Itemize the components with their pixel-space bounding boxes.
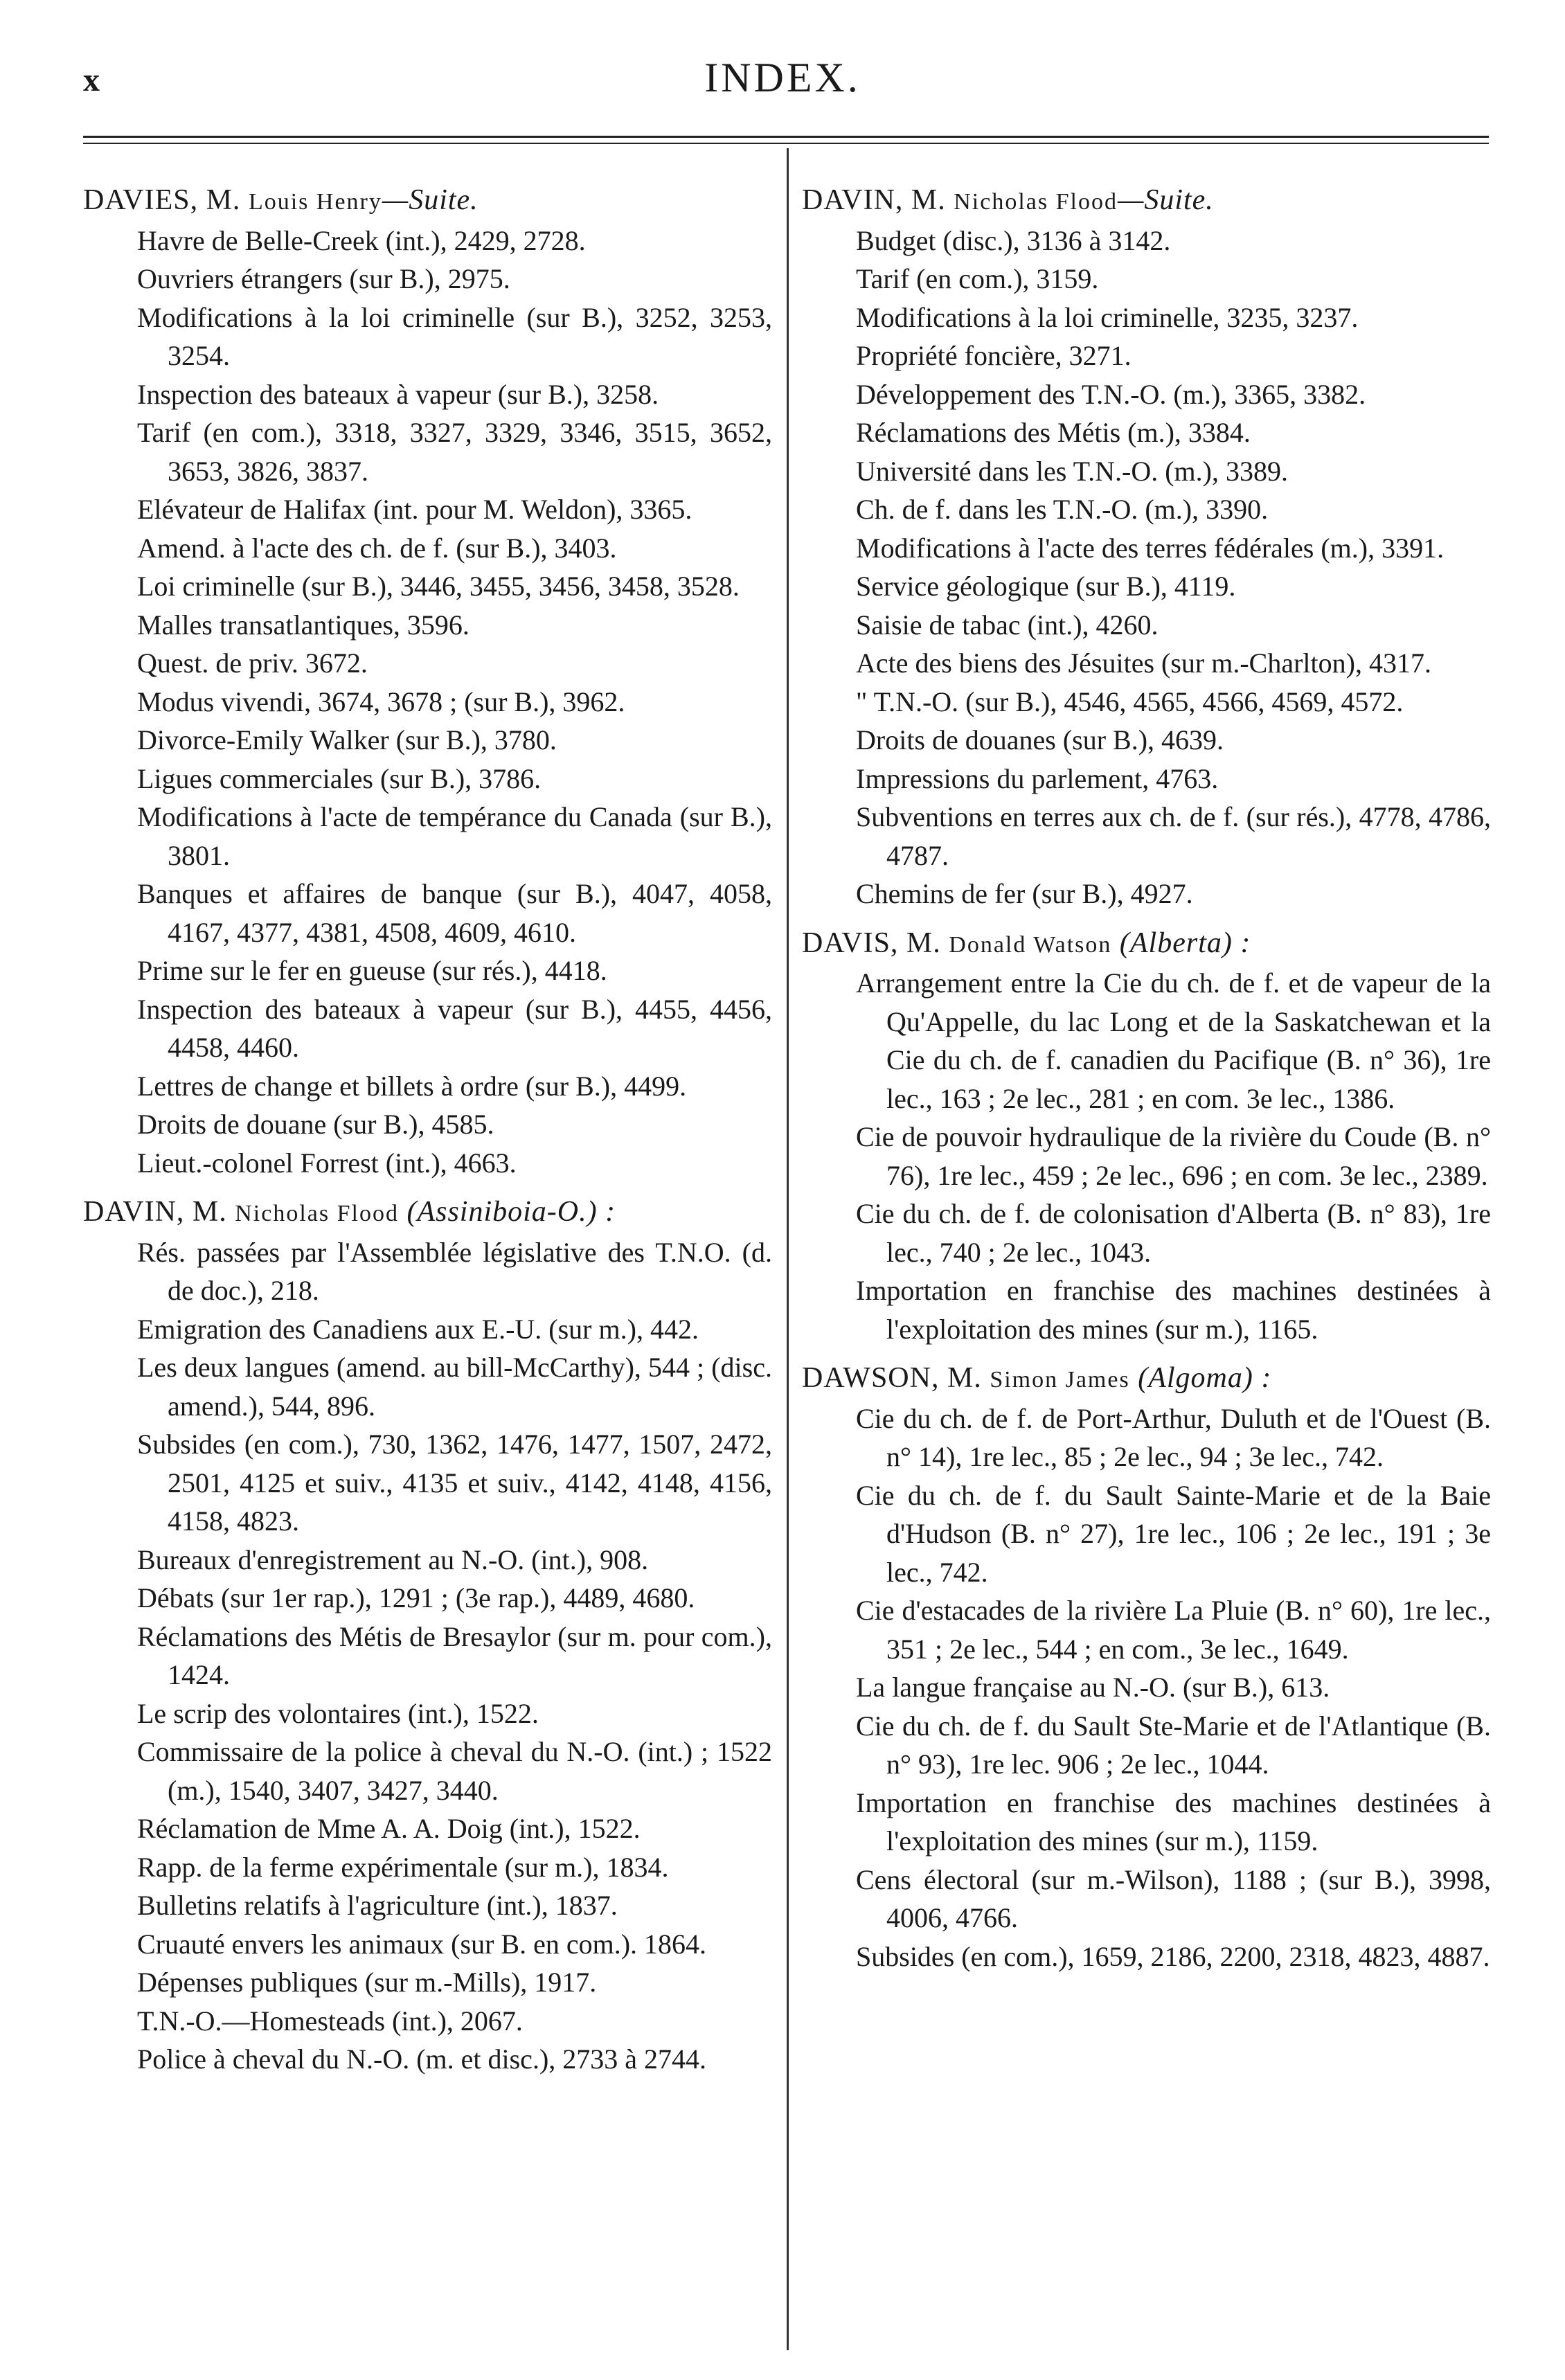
index-item: Le scrip des volontaires (int.), 1522. [137, 1697, 539, 1729]
index-item: Modifications à l'acte des terres fédérales (m.), 3391. [856, 532, 1445, 564]
entry-surname: DAWSON, M. [802, 1362, 990, 1394]
index-item: Quest. de priv. 3672. [137, 647, 368, 679]
entry-heading [802, 1359, 1491, 1399]
entry-heading [802, 924, 1491, 965]
index-item: Subsides (en com.), 730, 1362, 1476, 1477, 1507, 2472, 2501, 4125 et suiv., 4135 et suiv., 4142, 4148, 4156, 4158, 4823. [137, 1429, 772, 1537]
index-item: Cie du ch. de f. du Sault Ste-Marie et de l'Atlantique (B. n° 93), 1re lec. 906 ; 2e lec., 1044. [856, 1710, 1491, 1780]
index-item: Cie de pouvoir hydraulique de la rivière du Coude (B. n° 76), 1re lec., 459 ; 2e lec., 696 ; en com. 3e lec., 2389. [856, 1121, 1491, 1191]
index-item: Cie d'estacades de la rivière La Pluie (B. n° 60), 1re lec., 351 ; 2e lec., 544 ; en com., 3e lec., 1649. [856, 1595, 1491, 1665]
index-item: Saisie de tabac (int.), 4260. [856, 609, 1159, 641]
index-item: Réclamations des Métis de Bresaylor (sur m. pour com.), 1424. [137, 1620, 772, 1690]
index-item: Cie du ch. de f. du Sault Sainte-Marie et de la Baie d'Hudson (B. n° 27), 1re lec., 106 ; 2e lec., 191 ; 3e lec., 742. [856, 1479, 1491, 1588]
index-item: Loi criminelle (sur B.), 3446, 3455, 3456, 3458, 3528. [137, 571, 740, 602]
left-column [83, 181, 772, 2090]
index-item: Ouvriers étrangers (sur B.), 2975. [137, 263, 510, 294]
index-item: Réclamations des Métis (m.), 3384. [856, 417, 1251, 448]
entry-suffix: (Algoma) : [1129, 1362, 1272, 1394]
column-divider [787, 148, 789, 2350]
index-item: Modus vivendi, 3674, 3678 ; (sur B.), 3962. [137, 686, 625, 717]
index-item: Acte des biens des Jésuites (sur m.-Charlton), 4317. [856, 647, 1431, 679]
index-item: Prime sur le fer en gueuse (sur rés.), 4418. [137, 955, 607, 986]
index-item: Banques et affaires de banque (sur B.), 4047, 4058, 4167, 4377, 4381, 4508, 4609, 4610. [137, 878, 772, 948]
entry-given-names: Donald Watson [949, 931, 1112, 958]
index-item: Cens électoral (sur m.-Wilson), 1188 ; (sur B.), 3998, 4006, 4766. [856, 1863, 1491, 1933]
entry-given-names: Nicholas Flood [235, 1201, 399, 1226]
entry-suffix: (Alberta) : [1111, 927, 1251, 959]
index-item: Havre de Belle-Creek (int.), 2429, 2728. [137, 224, 586, 256]
index-item: Subsides (en com.), 1659, 2186, 2200, 2318, 4823, 4887. [856, 1940, 1490, 1972]
entry-surname: DAVIS, M. [802, 927, 949, 959]
index-entry [802, 924, 1491, 1349]
index-item: Droits de douane (sur B.), 4585. [137, 1109, 494, 1140]
index-item: Inspection des bateaux à vapeur (sur B.), 3258. [137, 378, 659, 410]
right-column [802, 181, 1491, 1987]
entry-suffix: —Suite. [1117, 184, 1214, 216]
entry-given-names: Nicholas Flood [954, 189, 1118, 215]
index-item: Bulletins relatifs à l'agriculture (int.), 1837. [137, 1890, 618, 1921]
index-entry [802, 181, 1491, 913]
index-item: Inspection des bateaux à vapeur (sur B.), 4455, 4456, 4458, 4460. [137, 993, 772, 1063]
index-item: Budget (disc.), 3136 à 3142. [856, 224, 1171, 256]
index-item: Rés. passées par l'Assemblée législative des T.N.O. (d. de doc.), 218. [137, 1236, 772, 1306]
index-item: Impressions du parlement, 4763. [856, 762, 1219, 794]
index-item: Tarif (en com.), 3159. [856, 263, 1099, 294]
index-item: Importation en franchise des machines destinées à l'exploitation des mines (sur m.), 1165. [856, 1275, 1491, 1345]
page-header [0, 0, 1565, 145]
index-item: Université dans les T.N.-O. (m.), 3389. [856, 455, 1288, 487]
index-item: Malles transatlantiques, 3596. [137, 609, 470, 641]
entry-given-names: Simon James [990, 1367, 1130, 1393]
index-item: Lieut.-colonel Forrest (int.), 4663. [137, 1147, 517, 1179]
index-item: Modifications à l'acte de tempérance du Canada (sur B.), 3801. [137, 801, 772, 871]
page-number: x [83, 62, 100, 98]
entry-surname: DAVIES, M. [83, 184, 249, 216]
entry-heading [802, 181, 1491, 222]
index-item: Subventions en terres aux ch. de f. (sur rés.), 4778, 4786, 4787. [856, 801, 1491, 871]
index-item: Commissaire de la police à cheval du N.-O. (int.) ; 1522 (m.), 1540, 3407, 3427, 3440. [137, 1736, 772, 1806]
index-item: Divorce-Emily Walker (sur B.), 3780. [137, 724, 557, 755]
index-item: Arrangement entre la Cie du ch. de f. et de vapeur de la Qu'Appelle, du lac Long et de la Saskatchewan et la Cie du ch. de f. canadien du Pacifique (B. n° 36), 1re lec., 163 ; 2e lec., 281 ; en com. 3e lec., 1386. [856, 967, 1491, 1114]
index-item: T.N.-O.—Homesteads (int.), 2067. [137, 2005, 523, 2037]
index-item: Lettres de change et billets à ordre (sur B.), 4499. [137, 1070, 687, 1102]
index-item: Modifications à la loi criminelle (sur B.), 3252, 3253, 3254. [137, 301, 772, 371]
index-entry [802, 1359, 1491, 1976]
index-item: Réclamation de Mme A. A. Doig (int.), 1522. [137, 1813, 641, 1844]
entry-suffix: —Suite. [382, 184, 479, 216]
index-item: Cie du ch. de f. de colonisation d'Alberta (B. n° 83), 1re lec., 740 ; 2e lec., 1043. [856, 1198, 1491, 1268]
index-item: Chemins de fer (sur B.), 4927. [856, 878, 1193, 909]
entry-suffix: (Assiniboia-O.) : [398, 1196, 616, 1228]
index-item: Cie du ch. de f. de Port-Arthur, Duluth et de l'Ouest (B. n° 14), 1re lec., 85 ; 2e lec., 94 ; 3e lec., 742. [856, 1402, 1491, 1472]
index-item: Débats (sur 1er rap.), 1291 ; (3e rap.), 4489, 4680. [137, 1582, 695, 1613]
index-entry [83, 181, 772, 1182]
index-item: Les deux langues (amend. au bill-McCarthy), 544 ; (disc. amend.), 544, 896. [137, 1352, 772, 1422]
index-entry [83, 1193, 772, 2079]
entry-surname: DAVIN, M. [83, 1196, 235, 1228]
index-item: Cruauté envers les animaux (sur B. en com.). 1864. [137, 1928, 707, 1960]
entry-surname: DAVIN, M. [802, 184, 954, 216]
index-item: Ligues commerciales (sur B.), 3786. [137, 762, 542, 794]
entry-given-names: Louis Henry [248, 189, 382, 215]
index-item: Amend. à l'acte des ch. de f. (sur B.), 3403. [137, 532, 617, 564]
index-item: Elévateur de Halifax (int. pour M. Weldon), 3365. [137, 494, 692, 525]
index-item: Ch. de f. dans les T.N.-O. (m.), 3390. [856, 494, 1269, 525]
entry-heading [83, 1193, 772, 1233]
index-item: Développement des T.N.-O. (m.), 3365, 3382. [856, 378, 1366, 410]
index-item: Emigration des Canadiens aux E.-U. (sur m.), 442. [137, 1313, 699, 1345]
index-item: Importation en franchise des machines destinées à l'exploitation des mines (sur m.), 1159. [856, 1787, 1491, 1856]
index-item: Dépenses publiques (sur m.-Mills), 1917. [137, 1967, 597, 1998]
index-item: Tarif (en com.), 3318, 3327, 3329, 3346, 3515, 3652, 3653, 3826, 3837. [137, 417, 772, 487]
index-item: Police à cheval du N.-O. (m. et disc.), 2733 à 2744. [137, 2043, 707, 2075]
index-item: Propriété foncière, 3271. [856, 340, 1132, 371]
index-item: Droits de douanes (sur B.), 4639. [856, 724, 1224, 755]
index-item: " T.N.-O. (sur B.), 4546, 4565, 4566, 4569, 4572. [856, 686, 1404, 717]
header-rule [83, 136, 1489, 138]
page-title: INDEX. [704, 55, 861, 100]
index-item: Bureaux d'enregistrement au N.-O. (int.), 908. [137, 1544, 649, 1575]
index-item: Modifications à la loi criminelle, 3235, 3237. [856, 301, 1359, 333]
index-item: Service géologique (sur B.), 4119. [856, 571, 1236, 602]
entry-heading [83, 181, 772, 222]
index-item: La langue française au N.-O. (sur B.), 613. [856, 1672, 1330, 1703]
index-item: Rapp. de la ferme expérimentale (sur m.), 1834. [137, 1851, 669, 1883]
header-rule-thin [83, 143, 1489, 144]
